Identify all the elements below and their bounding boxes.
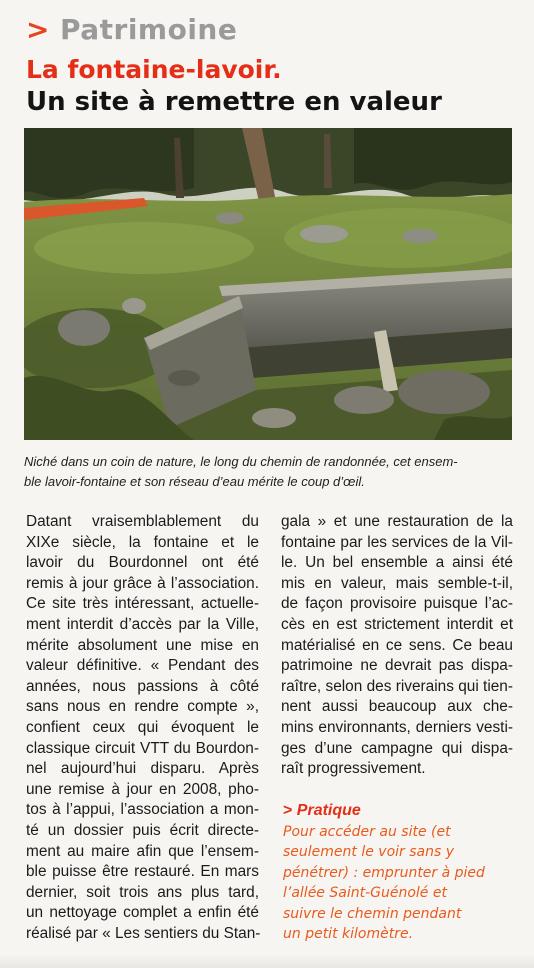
fountain-photo-illustration bbox=[24, 128, 512, 440]
text-line: une remise à jour en 2008, pho- bbox=[26, 780, 259, 798]
text-line: XIXe siècle, la fontaine et le bbox=[26, 533, 259, 551]
pratique-heading bbox=[283, 800, 361, 822]
text-line: Ce site très intéressant, actuelle- bbox=[26, 595, 259, 613]
text-line: té un dossier puis écrit directe- bbox=[26, 821, 259, 839]
text-line: raître, selon des riverains qui tien- bbox=[281, 677, 513, 695]
page-fold-shadow bbox=[0, 954, 534, 968]
pratique-line: pénétrer) : emprunter à pied bbox=[283, 864, 485, 881]
text-line: classique circuit VTT du Bourdon- bbox=[26, 739, 259, 757]
text-line: patrimoine ne devrait pas dispa- bbox=[281, 657, 513, 675]
text-line: mérite absolument une mise en bbox=[26, 636, 259, 654]
photo-caption bbox=[24, 452, 514, 492]
caption-line: Niché dans un coin de nature, le long du chemin de randonnée, cet ensem- bbox=[24, 454, 458, 469]
text-line: années, nous passions à côté bbox=[26, 677, 259, 695]
text-line: ment au maire afin que l’ensem- bbox=[26, 842, 259, 860]
text-line: cès en est strictement interdit et bbox=[281, 615, 513, 633]
text-line: gala » et une restauration de la bbox=[281, 513, 513, 530]
pratique-title: Pratique bbox=[296, 802, 361, 819]
text-line: tos à l’appui, l’association a mon- bbox=[26, 801, 259, 819]
text-line: confient ceux qui évoquent le bbox=[26, 718, 259, 736]
kicker bbox=[26, 12, 237, 48]
text-line: mis en valeur, mais semble-t-il, bbox=[281, 574, 513, 592]
text-line: lavoir du Bourdonnel ont été bbox=[26, 554, 259, 572]
pratique-line: seulement le voir sans y bbox=[283, 844, 455, 861]
pratique-chevron-icon: > bbox=[283, 802, 293, 819]
text-line: de façon provisoire puisque l’ac- bbox=[281, 595, 513, 613]
article-column-right bbox=[281, 512, 513, 780]
article-photo bbox=[24, 128, 512, 440]
headline-black: Un site à remettre en valeur bbox=[26, 87, 442, 117]
caption-line: ble lavoir-fontaine et son réseau d’eau mérite le coup d’œil. bbox=[24, 474, 365, 489]
article-column-left bbox=[26, 512, 259, 944]
text-line: sans nous en rendre compte », bbox=[26, 698, 259, 716]
text-line: un nettoyage complet a enfin été bbox=[26, 904, 259, 922]
pratique-line: suivre le chemin pendant bbox=[283, 905, 462, 922]
text-line: ble puisse être restauré. En mars bbox=[26, 863, 259, 881]
kicker-chevron-icon: > bbox=[26, 13, 50, 46]
text-line: ges d’une campagne qui dispa- bbox=[281, 739, 513, 757]
text-line: mins environnants, derniers vesti- bbox=[281, 718, 513, 736]
text-line: ment interdit d’accès par la Ville, bbox=[26, 615, 259, 633]
text-line: dernier, soit trois ans plus tard, bbox=[26, 883, 259, 901]
text-line: nent aussi beaucoup aux che- bbox=[281, 698, 513, 716]
text-line: fontaine par les services de la Vil- bbox=[281, 533, 513, 551]
pratique-line: Pour accéder au site (et bbox=[283, 824, 451, 840]
headline-red: La fontaine-lavoir. bbox=[26, 55, 282, 84]
pratique-text bbox=[283, 822, 513, 944]
text-line: réalisé par « Les sentiers du Stan- bbox=[26, 924, 261, 942]
text-line: matérialisé en ce sens. Ce beau bbox=[281, 636, 513, 654]
pratique-line: l’allée Saint-Guénolé et bbox=[283, 885, 447, 902]
text-line: remis à jour grâce à l’association. bbox=[26, 574, 259, 592]
kicker-label: Patrimoine bbox=[59, 13, 238, 46]
pratique-line: un petit kilomètre. bbox=[283, 926, 414, 943]
text-line: Datant vraisemblablement du bbox=[26, 513, 259, 530]
text-line: nel aujourd’hui disparu. Après bbox=[26, 760, 259, 778]
text-line: raît progressivement. bbox=[281, 760, 426, 778]
text-line: le. Un bel ensemble a ainsi été bbox=[281, 554, 513, 572]
text-line: valeur définitive. « Pendant des bbox=[26, 657, 259, 675]
